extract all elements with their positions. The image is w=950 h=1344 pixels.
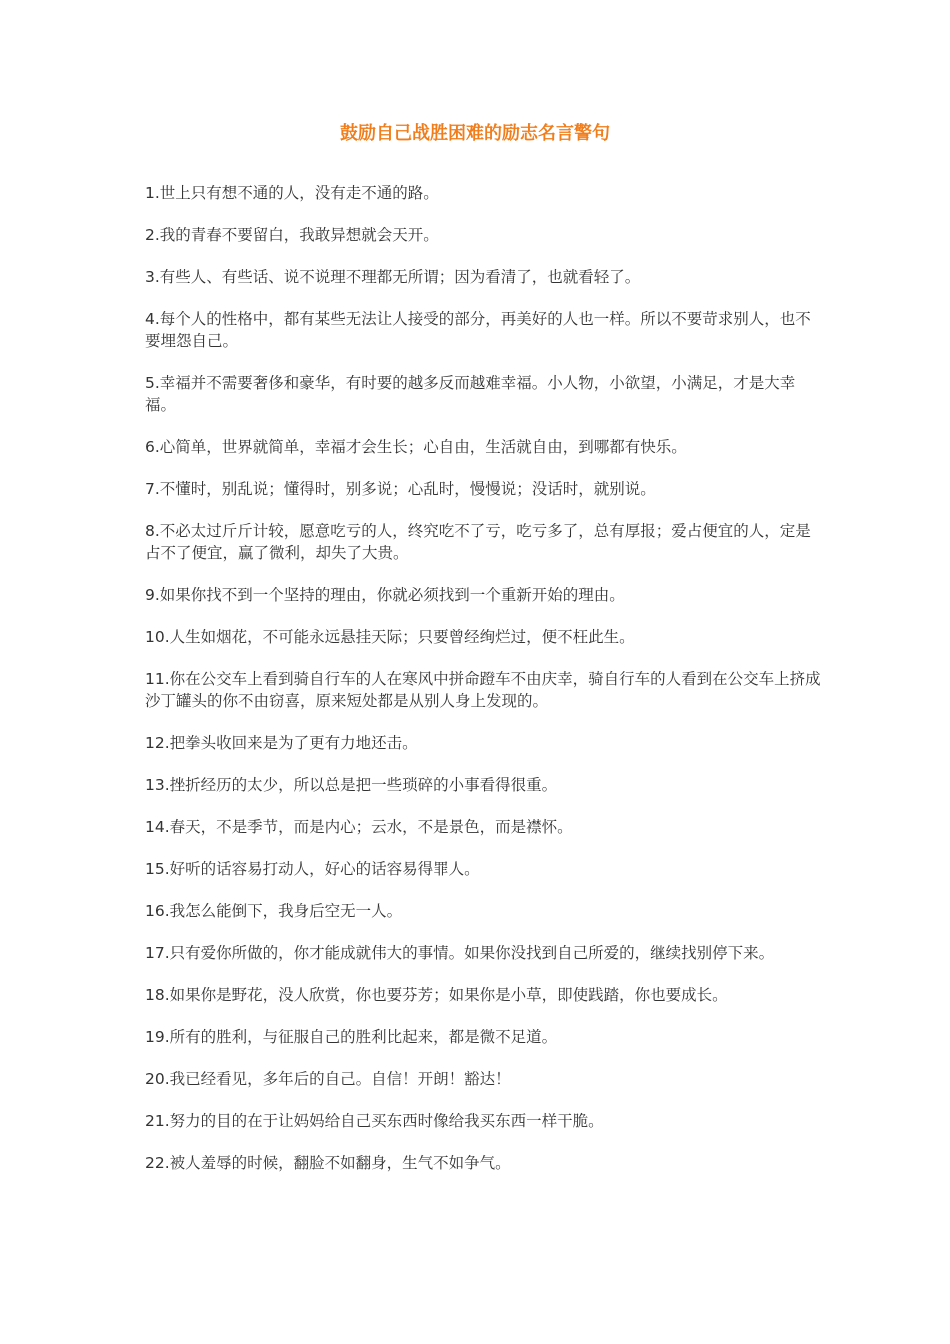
quote-item: 13.挫折经历的太少，所以总是把一些琐碎的小事看得很重。 xyxy=(145,776,558,794)
quote-item: 1.世上只有想不通的人，没有走不通的路。 xyxy=(145,184,439,202)
quote-item: 12.把拳头收回来是为了更有力地还击。 xyxy=(145,734,418,752)
quote-item: 20.我已经看见，多年后的自己。自信！开朗！豁达！ xyxy=(145,1070,511,1088)
quote-item: 15.好听的话容易打动人，好心的话容易得罪人。 xyxy=(145,860,480,878)
quote-item: 11.你在公交车上看到骑自行车的人在寒风中拼命蹬车不由庆幸，骑自行车的人看到在公交车上挤成沙丁罐头的你不由窃喜，原来短处都是从别人身上发现的。 xyxy=(145,670,821,710)
quote-item: 18.如果你是野花，没人欣赏，你也要芬芳；如果你是小草，即使践踏，你也要成长。 xyxy=(145,986,728,1004)
quote-item: 5.幸福并不需要奢侈和豪华，有时要的越多反而越难幸福。小人物，小欲望，小满足，才是大幸福。 xyxy=(145,374,796,414)
quote-item: 6.心简单，世界就简单，幸福才会生长；心自由，生活就自由，到哪都有快乐。 xyxy=(145,438,687,456)
document-title: 鼓励自己战胜困难的励志名言警句 xyxy=(340,123,610,144)
quote-item: 17.只有爱你所做的，你才能成就伟大的事情。如果你没找到自己所爱的，继续找别停下来。 xyxy=(145,944,775,962)
quote-item: 10.人生如烟花，不可能永远悬挂天际；只要曾经绚烂过，便不枉此生。 xyxy=(145,628,635,646)
quote-item: 14.春天，不是季节，而是内心；云水，不是景色，而是襟怀。 xyxy=(145,818,573,836)
quote-item: 2.我的青春不要留白，我敢异想就会天开。 xyxy=(145,226,439,244)
quote-item: 9.如果你找不到一个坚持的理由，你就必须找到一个重新开始的理由。 xyxy=(145,586,625,604)
quote-item: 7.不懂时，别乱说；懂得时，别多说；心乱时，慢慢说；没话时，就别说。 xyxy=(145,480,656,498)
quote-item: 4.每个人的性格中，都有某些无法让人接受的部分，再美好的人也一样。所以不要苛求别人，也不要埋怨自己。 xyxy=(145,310,811,350)
quote-item: 21.努力的目的在于让妈妈给自己买东西时像给我买东西一样干脆。 xyxy=(145,1112,604,1130)
quote-item: 19.所有的胜利，与征服自己的胜利比起来，都是微不足道。 xyxy=(145,1028,558,1046)
quote-item: 22.被人羞辱的时候，翻脸不如翻身，生气不如争气。 xyxy=(145,1154,511,1172)
quote-item: 8.不必太过斤斤计较，愿意吃亏的人，终究吃不了亏，吃亏多了，总有厚报；爱占便宜的人，定是占不了便宜，赢了微利，却失了大贵。 xyxy=(145,522,811,562)
quote-list xyxy=(145,182,821,1194)
quote-item: 16.我怎么能倒下，我身后空无一人。 xyxy=(145,902,403,920)
quote-item: 3.有些人、有些话、说不说理不理都无所谓；因为看清了，也就看轻了。 xyxy=(145,268,641,286)
